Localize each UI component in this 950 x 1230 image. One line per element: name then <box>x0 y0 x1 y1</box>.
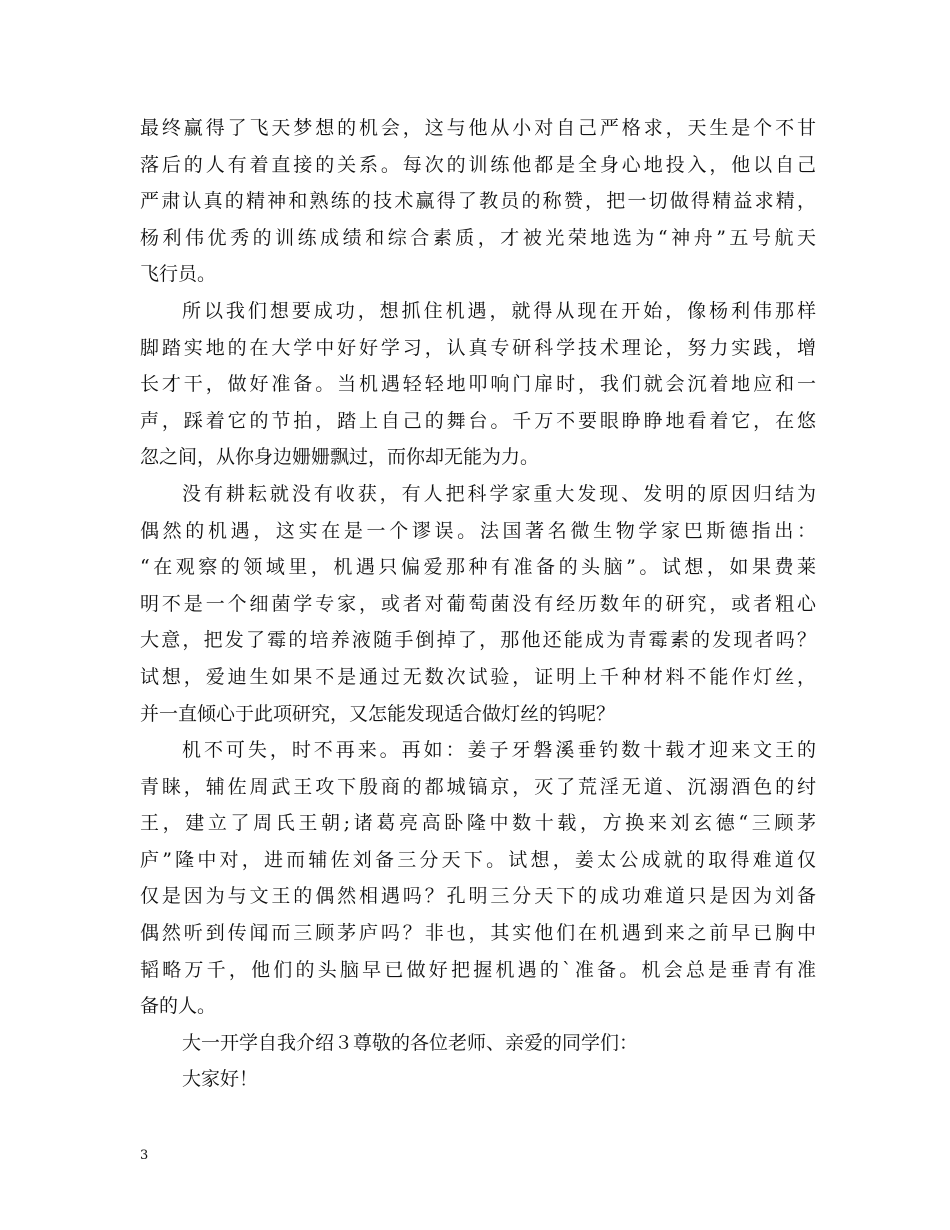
paragraph-first-line: 没有耕耘就没有收获，有人把科学家重大发现、发明的原因归结为 <box>182 482 816 505</box>
text-line: 偶然的机遇，这实在是一个谬误。法国著名微生物学家巴斯德指出： <box>140 519 816 542</box>
text-line: 王，建立了周氏王朝;诸葛亮高卧隆中数十载，方换来刘玄德“三顾茅 <box>140 812 816 835</box>
text-line: 飞行员。 <box>140 263 217 286</box>
text-line: 忽之间，从你身边姗姗飘过，而你却无能为力。 <box>140 446 540 469</box>
paragraph-first-line: 所以我们想要成功，想抓住机遇，就得从现在开始，像杨利伟那样 <box>182 299 816 322</box>
text-line: 青睐，辅佐周武王攻下殷商的都城镐京，灭了荒淫无道、沉溺酒色的纣 <box>140 775 816 798</box>
text-line: 落后的人有着直接的关系。每次的训练他都是全身心地投入，他以自己 <box>140 153 816 176</box>
body-text <box>140 110 816 1098</box>
text-line: 最终赢得了飞天梦想的机会，这与他从小对自己严格求，天生是个不甘 <box>140 117 816 139</box>
text-line: 严肃认真的精神和熟练的技术赢得了教员的称赞，把一切做得精益求精， <box>140 190 816 213</box>
text-line: 声，踩着它的节拍，踏上自己的舞台。千万不要眼睁睁地看着它，在悠 <box>140 409 816 432</box>
paragraph-first-line: 大一开学自我介绍３尊敬的各位老师、亲爱的同学们： <box>182 1031 639 1054</box>
text-line: “在观察的领域里，机遇只偏爱那种有准备的头脑”。试想，如果费莱 <box>140 556 816 579</box>
text-line: 大意，把发了霉的培养液随手倒掉了，那他还能成为青霉素的发现者吗？ <box>140 629 816 652</box>
page-number: 3 <box>140 1148 149 1163</box>
paragraph-first-line: 机不可失，时不再来。再如：姜子牙磐溪垂钓数十载才迎来文王的 <box>182 739 816 762</box>
text-line: 备的人。 <box>140 995 217 1018</box>
paragraph-first-line: 大家好！ <box>182 1068 259 1091</box>
text-line: 庐”隆中对，进而辅佐刘备三分天下。试想，姜太公成就的取得难道仅 <box>140 848 816 871</box>
text-line: 韬略万千，他们的头脑早已做好把握机遇的`准备。机会总是垂青有准 <box>140 958 816 981</box>
text-line: 试想，爱迪生如果不是通过无数次试验，证明上千种材料不能作灯丝， <box>140 665 816 688</box>
text-line: 长才干，做好准备。当机遇轻轻地叩响门扉时，我们就会沉着地应和一 <box>140 373 816 396</box>
text-line: 仅是因为与文王的偶然相遇吗？孔明三分天下的成功难道只是因为刘备 <box>140 885 816 908</box>
text-line: 杨利伟优秀的训练成绩和综合素质，才被光荣地选为“神舟”五号航天 <box>140 226 816 249</box>
text-line: 明不是一个细菌学专家，或者对葡萄菌没有经历数年的研究，或者粗心 <box>140 592 816 615</box>
text-line: 并一直倾心于此项研究，又怎能发现适合做灯丝的钨呢？ <box>140 702 616 725</box>
text-line: 偶然听到传闻而三顾茅庐吗？非也，其实他们在机遇到来之前早已胸中 <box>140 922 816 945</box>
text-line: 脚踏实地的在大学中好好学习，认真专研科学技术理论，努力实践，增 <box>140 336 816 359</box>
